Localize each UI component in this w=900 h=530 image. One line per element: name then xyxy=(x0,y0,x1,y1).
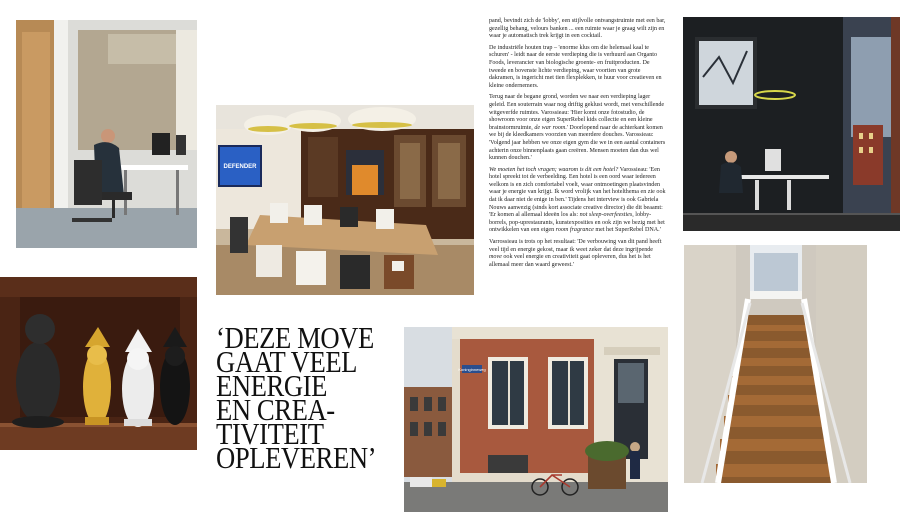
article-text xyxy=(489,18,667,273)
photo-meeting-room xyxy=(216,105,474,295)
interview-question: We moeten het toch vragen; waarom is dit een hotel? xyxy=(489,166,619,173)
tv-screen-text: DEFENDER xyxy=(223,164,257,170)
photo-figurines xyxy=(0,277,197,450)
paragraph-2: De industriële houten trap – 'enorme klus om die helemaal kaal te schuren' - leidt naar de eerste verdieping die is verhuurd aan Organto Foods, leverancier van biologische groente- en fruitproducten. De tweede en bovenste lichte verdieping, waar voortien van grote dakramen, is ingericht met tien flexplekken, te huur voor creatieven en kleine ondernemers. xyxy=(489,44,662,89)
photo-office-desk xyxy=(16,20,197,248)
photo-staircase xyxy=(684,245,867,483)
photo-building-facade xyxy=(404,327,668,512)
paragraph-3: Terug naar de begane grond, worden we naar een verdieping lager geleid. Een souterrain waar nog driftig geklust wordt, met verschillende witgeverfde ruimtes. Varossieau: 'Hier komt onze fotostudio, de showroom voor onze eigen SuperRebel kids collectie en een kleine brainstormruimte, de war room.' Doorlopend naar de achterkant komen we bij de kleedkamers voorzien van meerdere douches. Varossieau: 'Volgend jaar hebben we onze eigen gym die we in een aantal containers achterin onze binnenplaats gaan creëren. Mensen moeten dan dus wel kunnen douchen.' xyxy=(489,94,666,162)
paragraph-4: We moeten het toch vragen; waarom is dit een hotel? Varossieau: 'Een hotel spreekt tot de verbeelding. Een hotel is een oord waar iedereen welkom is en zich comfortabel voelt, waar ontmoetingen plaatsvinden waar je energie van krijgt. Ik word vrolijk van het hotelthema en zie ook dat ik daar niet de enige in ben.' Tijdens het interview is ook Gabriela Nouws aanwezig (sinds kort associate creative director) die dit beaamt: 'Er komen al allemaal ideeën los als: not sleep-overfeesties, lobby-borrels, pop-uprestaurants, kunstexposities en ook zijn we bezig met het ontwikkelen van een eigen room fragrance met het SuperRebel DNA.' xyxy=(489,166,666,234)
photo-night-window xyxy=(683,17,900,231)
paragraph-5: Varrossieau is trots op het resultaat: 'De verbouwing van dit pand heeft veel tijd en energie gekost, maar ik weet zeker dat deze ingrijpende move ook veel energie en creativiteit gaat opleveren, dus het is het allemaal meer dan waard geweest.' xyxy=(489,239,662,268)
street-sign-text: Koninginneweg xyxy=(458,367,486,372)
pull-quote: ‘DEZE MOVE GAAT VEEL ENERGIE EN CREA- TIVITEIT OPLEVEREN’ xyxy=(216,320,377,475)
paragraph-1: pand, bevindt zich de 'lobby', een stijlvolle ontvangstruimte met een bar, gezellig behang, velours banken ... een ruimte waar je graag wilt zijn en waar je automatisch trek krijgt in een cocktail. xyxy=(489,18,666,40)
